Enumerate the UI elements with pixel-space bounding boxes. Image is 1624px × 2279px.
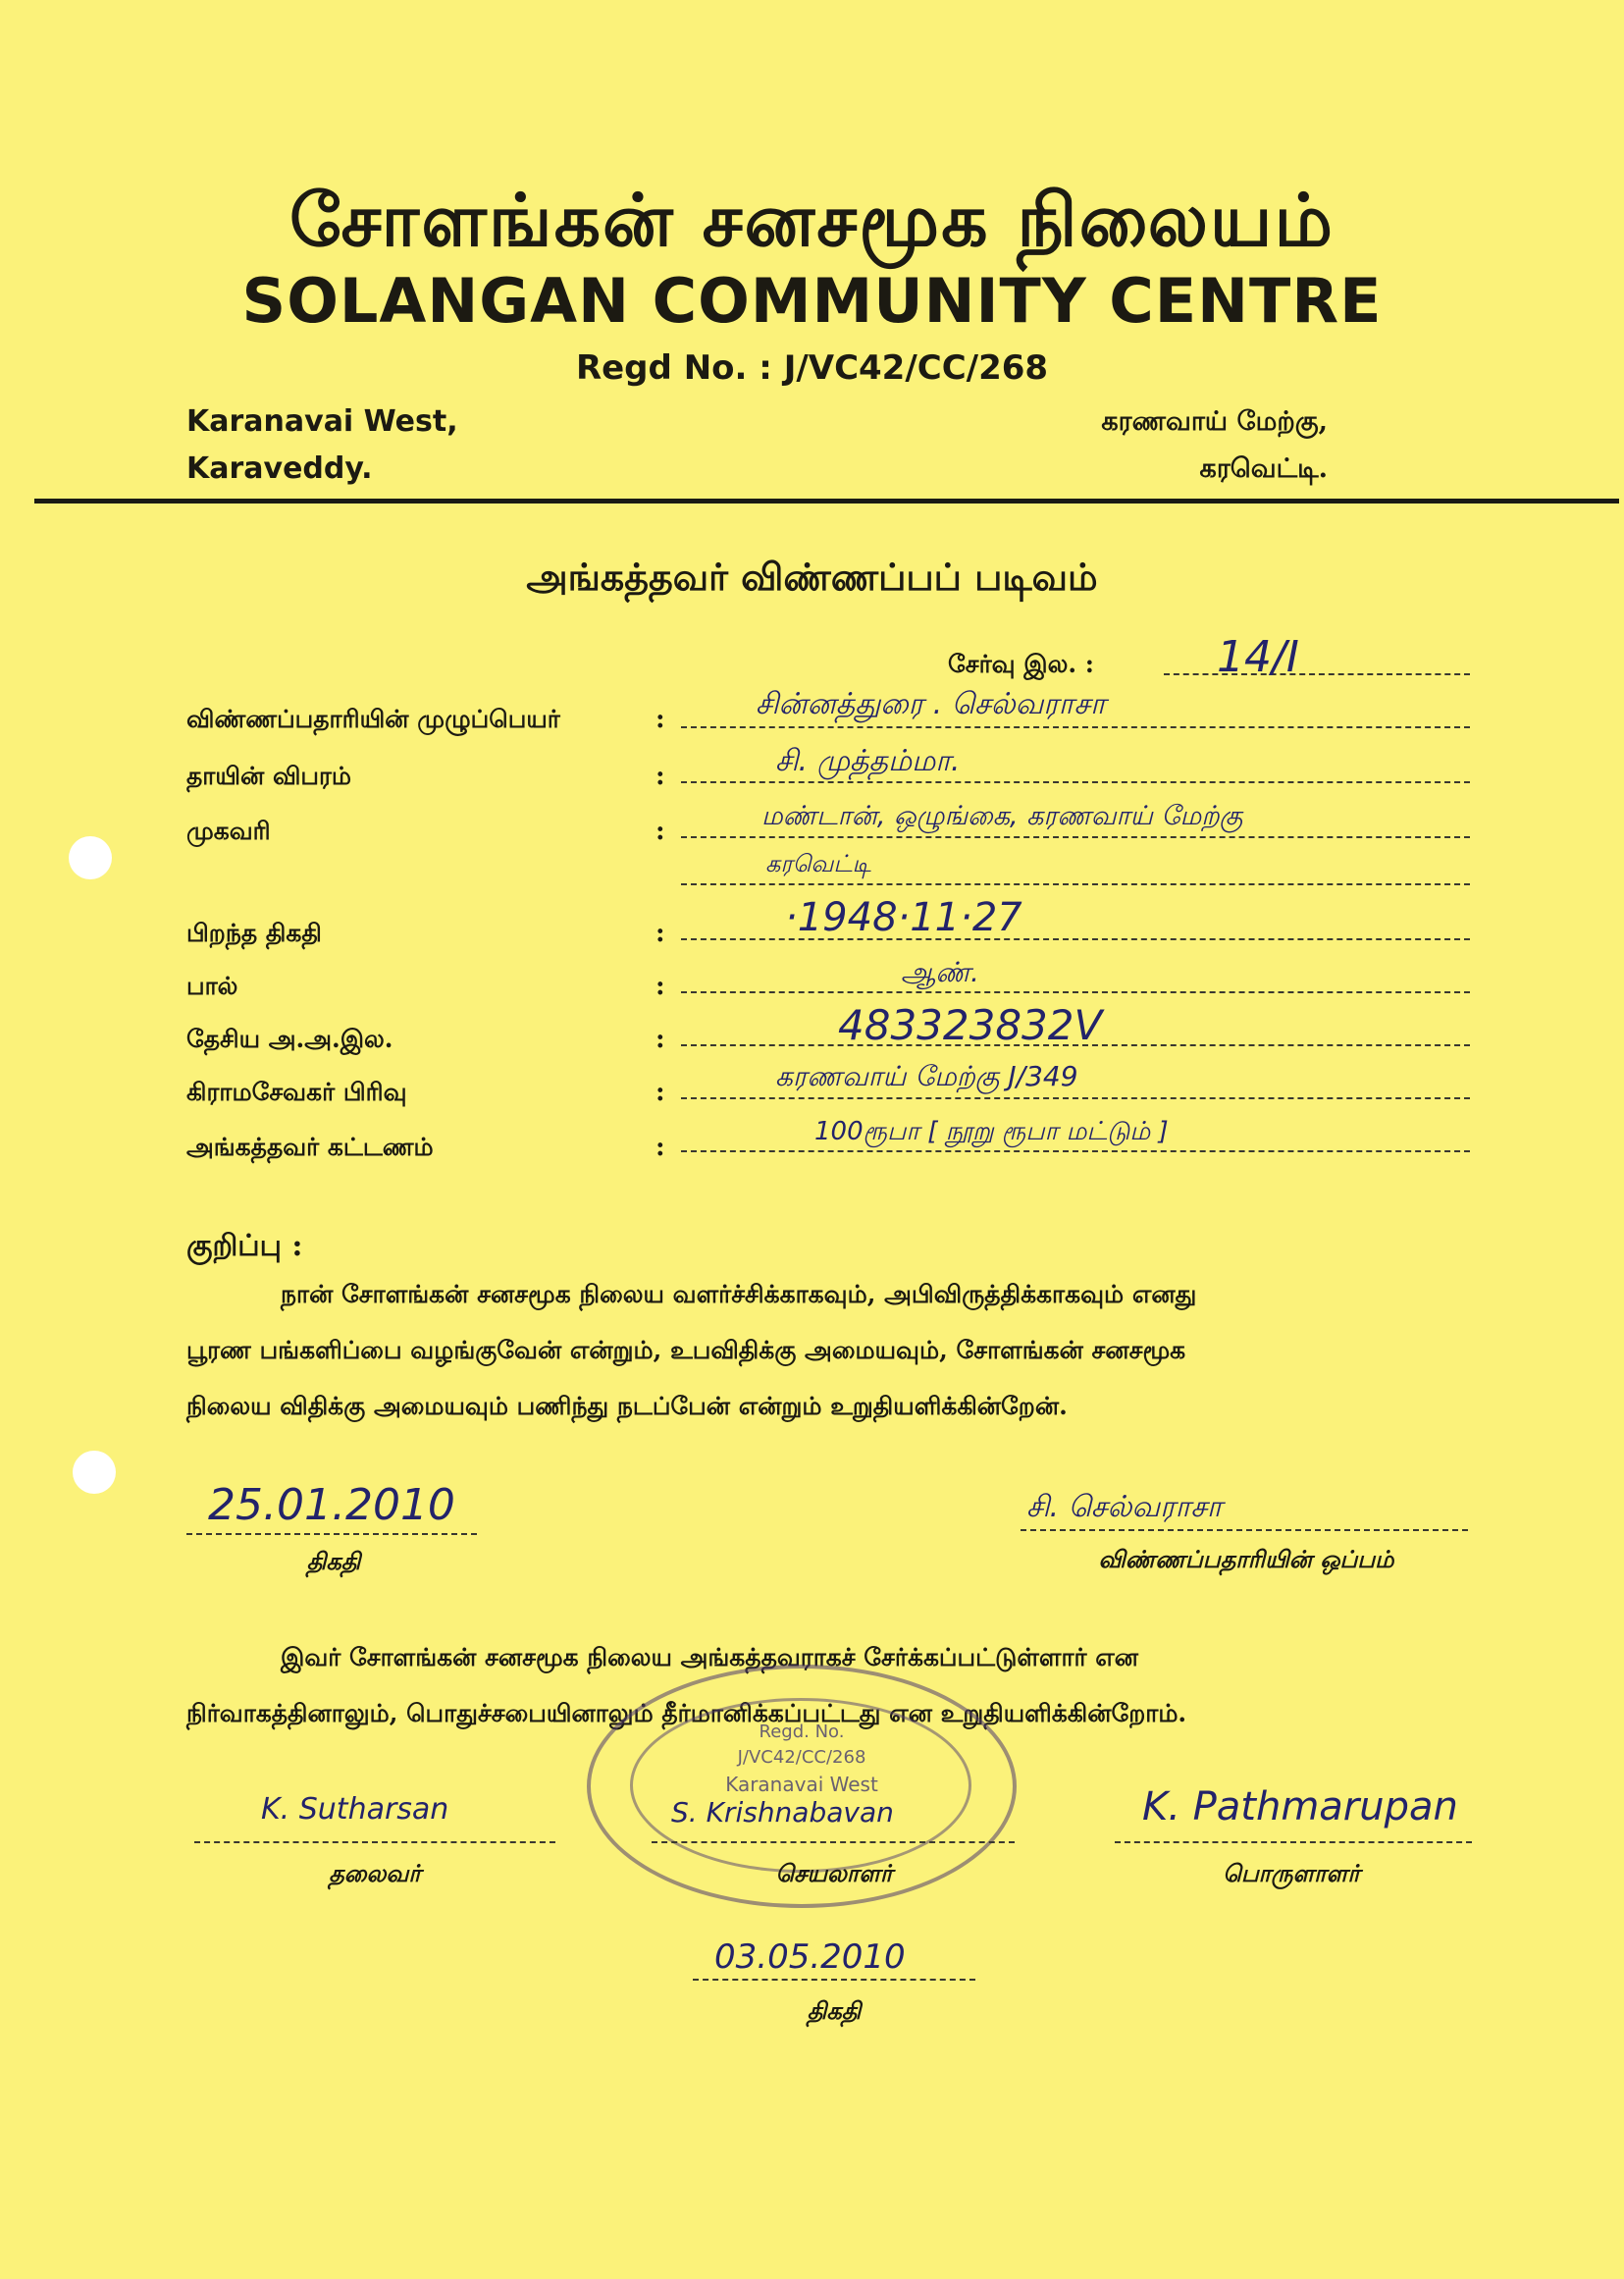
secretary-signature[interactable]: S. Krishnabavan [671, 1796, 894, 1828]
note-line-2: பூரண பங்களிப்பை வழங்குவேன் என்றும், உபவிதிக்கு அமையவும், சோளங்கன் சனசமூக [186, 1336, 1186, 1364]
registration-number: Regd No. : J/VC42/CC/268 [575, 348, 1049, 388]
note-line-3: நிலைய விதிக்கு அமையவும் பணிந்து நடப்பேன் என்றும் உறுதியளிக்கின்றேன். [186, 1392, 1068, 1420]
seal-text-number: J/VC42/CC/268 [737, 1747, 866, 1768]
address-english-line1: Karanavai West, [186, 404, 458, 439]
address-english-line2: Karaveddy. [186, 451, 373, 486]
field-line [681, 991, 1470, 993]
field-value-address[interactable]: மண்டான், ஒழுங்கை, கரணவாய் மேற்கு [761, 801, 1243, 831]
applicant-signature-label: விண்ணப்பதாரியின் ஒப்பம் [1098, 1545, 1394, 1573]
president-line [194, 1841, 555, 1843]
colon: : [655, 705, 665, 734]
colon: : [655, 762, 665, 791]
field-value-nic[interactable]: 483323832V [838, 1001, 1103, 1049]
field-value-fullname[interactable]: சின்னத்துரை . செல்வராசா [756, 687, 1106, 721]
field-value-address-continued[interactable]: கரவெட்டி [765, 850, 871, 877]
applicant-signature-line [1021, 1529, 1468, 1531]
form-title: அங்கத்தவர் விண்ணப்பப் படிவம் [526, 555, 1098, 599]
president-signature[interactable]: K. Sutharsan [261, 1792, 449, 1827]
field-value-sex[interactable]: ஆண். [901, 956, 979, 988]
note-line-1: நான் சோளங்கன் சனசமூக நிலைய வளர்ச்சிக்காகவும், அபிவிருத்திக்காகவும் எனது [281, 1280, 1197, 1308]
seal-text-place: Karanavai West [725, 1773, 878, 1796]
field-label-membership-fee: அங்கத்தவர் கட்டணம் [186, 1133, 434, 1161]
field-value-mother[interactable]: சி. முத்தம்மா. [775, 744, 961, 778]
membership-no-label: சேர்வு இல. : [948, 650, 1094, 678]
colon: : [655, 1078, 665, 1107]
field-label-sex: பால் [186, 972, 238, 1000]
applicant-date-label: திகதி [306, 1547, 361, 1575]
field-line-address-continued [681, 883, 1470, 885]
colon: : [655, 972, 665, 1001]
note-heading: குறிப்பு : [186, 1229, 303, 1263]
secretary-line [652, 1841, 1015, 1843]
header-divider [34, 499, 1619, 504]
secretary-label: செயலாளர் [775, 1859, 893, 1887]
field-line [681, 726, 1470, 728]
treasurer-signature[interactable]: K. Pathmarupan [1142, 1784, 1458, 1829]
field-value-gn-division[interactable]: கரணவாய் மேற்கு J/349 [775, 1060, 1078, 1092]
field-label-fullname: விண்ணப்பதாரியின் முழுப்பெயர் [186, 705, 560, 733]
colon: : [655, 1133, 665, 1162]
field-line [681, 1097, 1470, 1099]
field-label-nic: தேசிய அ.அ.இல. [186, 1025, 393, 1053]
title-english: SOLANGAN COMMUNITY CENTRE [241, 265, 1383, 337]
applicant-date-line [186, 1533, 477, 1535]
field-label-address: முகவரி [186, 817, 271, 845]
field-line [681, 1150, 1470, 1152]
field-line [681, 836, 1470, 838]
approval-date-label: திகதி [807, 1996, 862, 2025]
address-tamil-line1: கரணவாய் மேற்கு, [1101, 406, 1328, 437]
membership-no-line [1164, 673, 1470, 675]
field-value-dob[interactable]: ·1948·11·27 [785, 895, 1022, 940]
approval-date-value[interactable]: 03.05.2010 [714, 1937, 906, 1977]
applicant-date-value[interactable]: 25.01.2010 [208, 1480, 455, 1530]
seal-text-regd: Regd. No. [759, 1722, 845, 1742]
treasurer-label: பொருளாளர் [1223, 1859, 1360, 1887]
colon: : [655, 1025, 665, 1054]
title-tamil: சோளங்கன் சனசமூக நிலையம் [288, 179, 1336, 263]
colon: : [655, 817, 665, 846]
approval-line-2: நிர்வாகத்தினாலும், பொதுச்சபையினாலும் தீர்மானிக்கப்பட்டது என உறுதியளிக்கின்றோம். [186, 1699, 1187, 1727]
applicant-signature[interactable]: சி. செல்வராசா [1026, 1490, 1223, 1524]
field-value-membership-fee[interactable]: 100ரூபா [ நூறு ரூபா மட்டும் ] [814, 1117, 1169, 1146]
approval-line-1: இவர் சோளங்கன் சனசமூக நிலைய அங்கத்தவராகச் சேர்க்கப்பட்டுள்ளார் என [281, 1643, 1139, 1671]
president-label: தலைவர் [329, 1859, 421, 1887]
address-tamil-line2: கரவெட்டி. [1199, 453, 1328, 484]
approval-date-line [693, 1979, 975, 1981]
field-label-dob: பிறந்த திகதி [186, 919, 322, 947]
membership-no-value[interactable]: 14/I [1217, 632, 1299, 682]
field-label-mother: தாயின் விபரம் [186, 762, 352, 790]
colon: : [655, 919, 665, 948]
field-label-gn-division: கிராமசேவகர் பிரிவு [186, 1078, 407, 1106]
punch-hole-bottom [73, 1451, 116, 1494]
punch-hole-top [69, 836, 112, 879]
treasurer-line [1115, 1841, 1472, 1843]
